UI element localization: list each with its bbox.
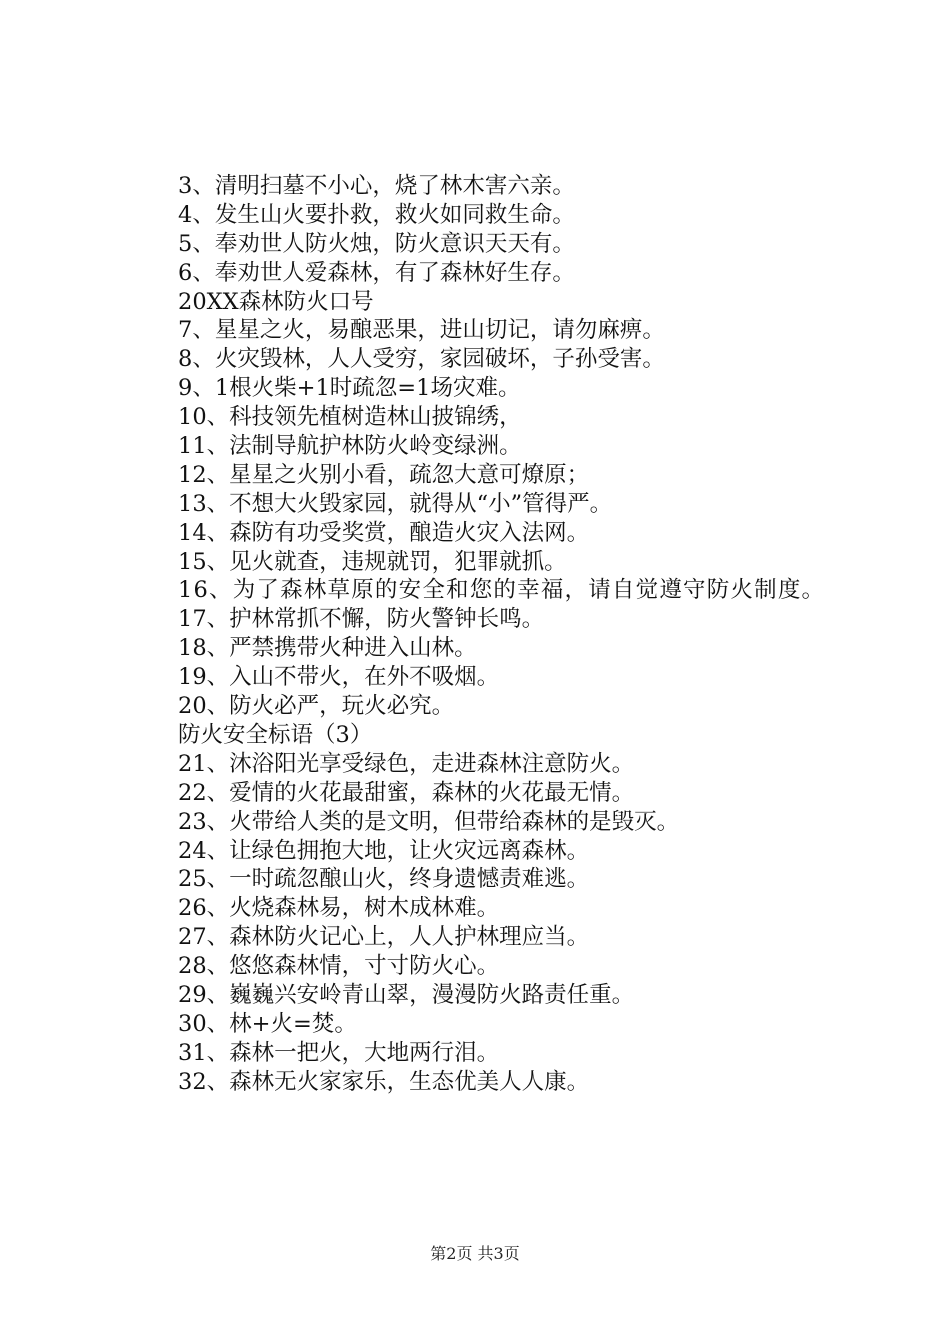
text-line: 24、让绿色拥抱大地，让火灾远离森林。	[178, 837, 590, 864]
text-line: 3、清明扫墓不小心，烧了林木害六亲。	[178, 173, 575, 199]
text-line: 9、1根火柴+1时疏忽=1场灾难。	[178, 375, 521, 402]
text-line: 30、林+火=焚。	[178, 1010, 357, 1037]
text-line: 20、防火必严，玩火必究。	[178, 693, 455, 720]
text-line: 17、护林常抓不懈，防火警钟长鸣。	[178, 606, 545, 633]
text-line: 31、森林一把火，大地两行泪。	[178, 1039, 500, 1066]
text-line: 5、奉劝世人防火烛，防火意识天天有。	[178, 230, 575, 257]
text-line: 10、科技领先植树造林山披锦绣，	[178, 404, 522, 431]
text-line: 28、悠悠森林情，寸寸防火心。	[178, 953, 500, 980]
text-line-wrapped: 16、为了森林草原的安全和您的幸福，请自觉遵守防火制度。	[178, 577, 826, 604]
text-line: 19、入山不带火，在外不吸烟。	[178, 664, 500, 691]
text-line: 8、火灾毁林，人人受穷，家园破坏，子孙受害。	[178, 346, 665, 373]
text-line: 18、严禁携带火种进入山林。	[178, 635, 477, 662]
text-line: 32、森林无火家家乐，生态优美人人康。	[178, 1068, 590, 1095]
section-heading: 20XX森林防火口号	[178, 288, 374, 315]
text-line: 6、奉劝世人爱森林，有了森林好生存。	[178, 259, 575, 286]
text-line: 22、爱情的火花最甜蜜，森林的火花最无情。	[178, 779, 635, 806]
text-line: 7、星星之火，易酿恶果，进山切记，请勿麻痹。	[178, 317, 665, 344]
text-line: 14、森防有功受奖赏，酿造火灾入法网。	[178, 519, 590, 546]
text-line: 23、火带给人类的是文明，但带给森林的是毁灭。	[178, 808, 680, 835]
text-line: 25、一时疏忽酿山火，终身遗憾责难逃。	[178, 866, 590, 893]
text-line: 29、巍巍兴安岭青山翠，漫漫防火路责任重。	[178, 981, 635, 1008]
text-line: 12、星星之火别小看，疏忽大意可燎原；	[178, 461, 590, 488]
page-number-footer: 第2页 共3页	[430, 1244, 520, 1263]
text-line: 26、火烧森林易，树木成林难。	[178, 895, 500, 922]
text-line: 4、发生山火要扑救，救火如同救生命。	[178, 201, 575, 228]
document-body	[128, 172, 840, 1097]
text-line: 15、见火就查，违规就罚，犯罪就抓。	[178, 548, 567, 575]
text-line: 11、法制导航护林防火岭变绿洲。	[178, 433, 522, 460]
section-heading: 防火安全标语（3）	[178, 721, 373, 748]
text-line: 21、沐浴阳光享受绿色，走进森林注意防火。	[178, 750, 635, 777]
text-line: 27、森林防火记心上，人人护林理应当。	[178, 924, 590, 951]
text-line: 13、不想大火毁家园，就得从“小”管得严。	[178, 490, 613, 517]
